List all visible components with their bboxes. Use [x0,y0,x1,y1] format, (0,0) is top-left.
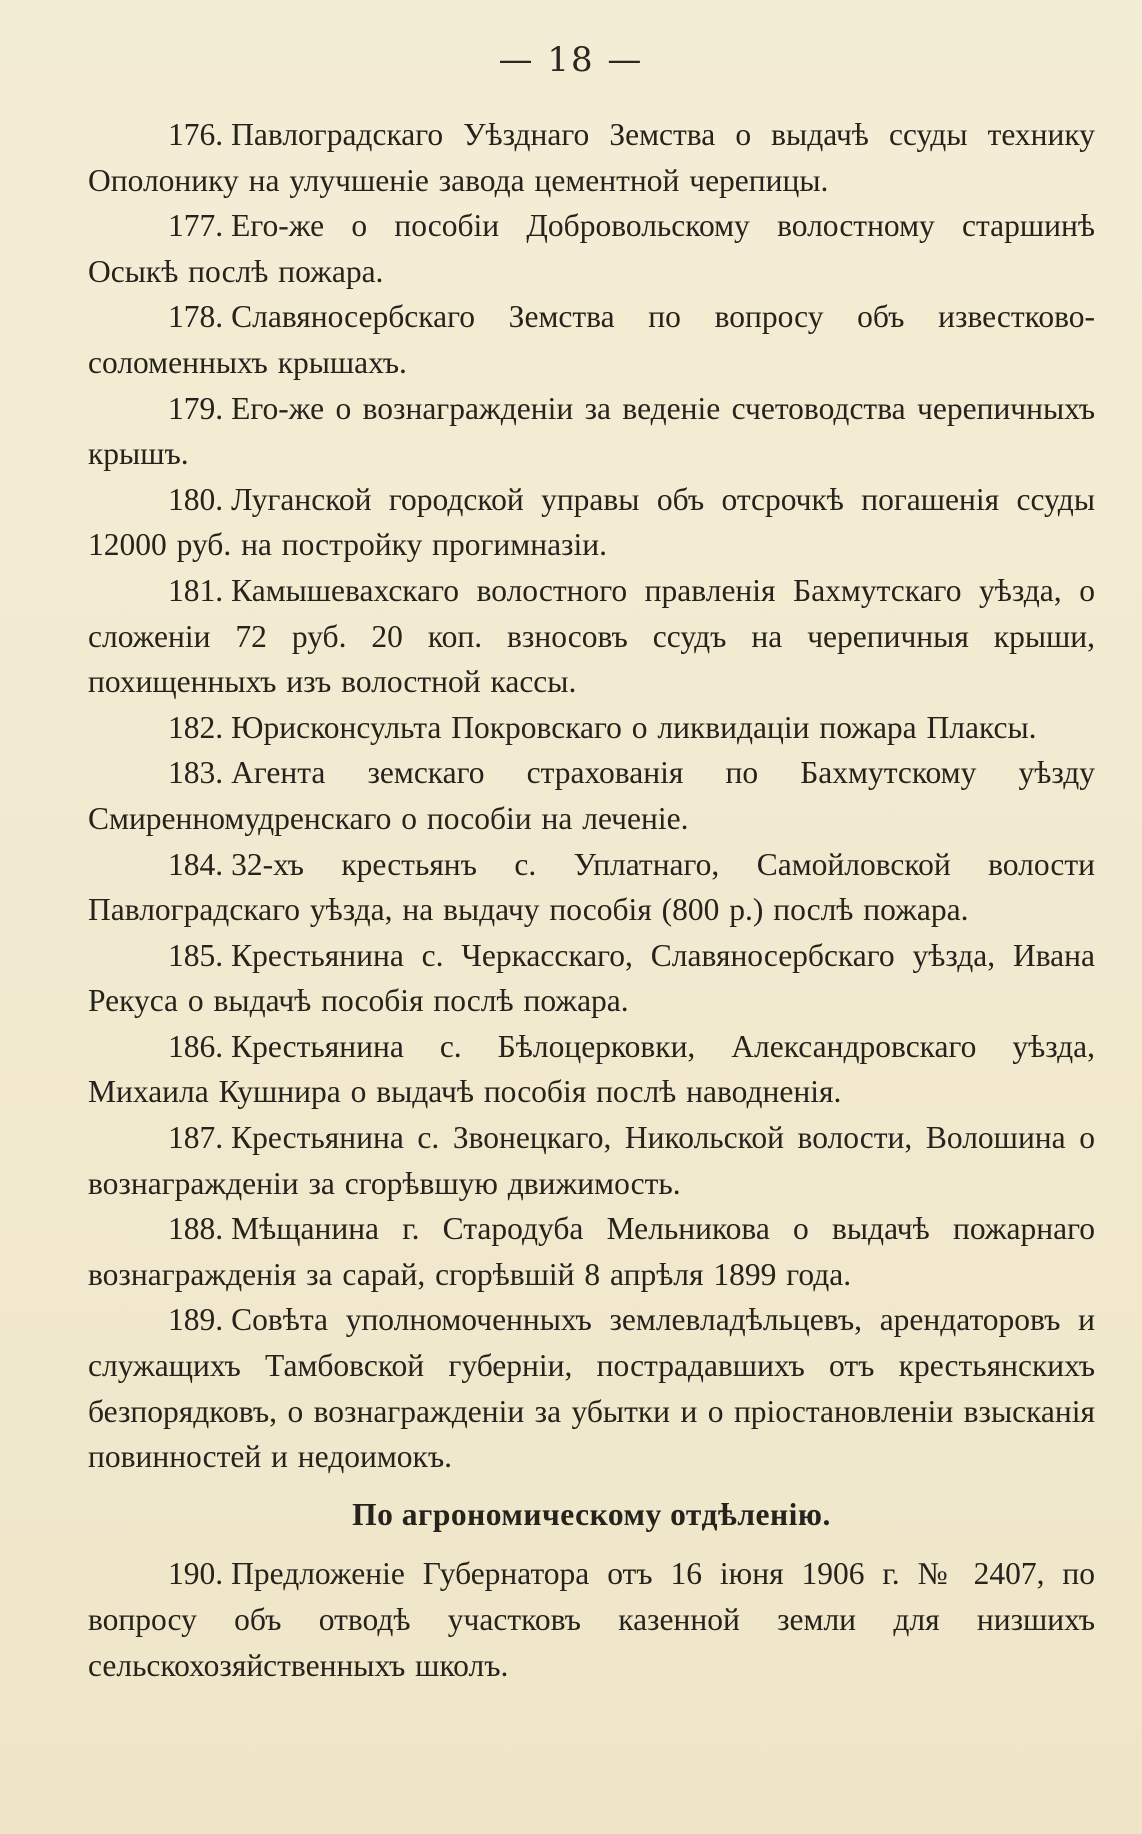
entry-text: Мѣщанина г. Стародуба Мельникова о выдачѣ пожарнаго вознагражденія за сарай, сгорѣвшій 8 апрѣля 1899 года. [88,1211,1095,1292]
entry-text: Крестьянина с. Звонецкаго, Никольской волости, Волошина о вознагражденіи за сгорѣвшую движимость. [88,1120,1095,1201]
list-item [88,1024,1095,1115]
entry-text: Предложеніе Губернатора отъ 16 іюня 1906 г. № 2407, по вопросу объ отводѣ участковъ казенной земли для низшихъ сельскохозяйственныхъ школъ. [88,1556,1095,1683]
page-content [88,112,1095,1688]
entry-number: 177. [168,208,224,244]
entry-text: Юрисконсульта Покровскаго о ликвидаціи пожара Плаксы. [231,709,1037,745]
list-item [88,477,1095,568]
page-number: — 18 — [498,40,644,80]
entry-number: 187. [168,1120,224,1156]
entry-number: 176. [168,117,224,152]
entry-text: 32-хъ крестьянъ с. Уплатнаго, Самойловской волости Павлоградскаго уѣзда, на выдачу пособія (800 р.) послѣ пожара. [88,846,1095,928]
list-item [88,750,1095,841]
entry-text: Славяносербскаго Земства по вопросу объ известково-соломенныхъ крышахъ. [88,299,1095,380]
list-item [88,294,1095,385]
entry-list [88,112,1095,1480]
entry-number: 188. [168,1211,224,1247]
entry-text: Павлоградскаго Уѣзднаго Земства о выдачѣ ссуды технику Ополонику на улучшеніе завода цементной черепицы. [88,117,1095,198]
list-item [88,203,1095,294]
entry-text: Луганской городской управы объ отсрочкѣ погашенія ссуды 12000 руб. на постройку прогимназіи. [88,481,1095,563]
entry-text: Крестьянина с. Черкасскаго, Славяносербскаго уѣзда, Ивана Рекуса о выдачѣ пособія послѣ пожара. [88,937,1095,1019]
entry-number: 186. [168,1028,224,1064]
entry-number: 190. [168,1556,224,1592]
list-item [88,1115,1095,1206]
section-heading: По агрономическому отдѣленію. [352,1496,831,1532]
section-entry-list [88,1551,1095,1688]
entry-text: Совѣта уполномоченныхъ землевладѣльцевъ, арендаторовъ и служащихъ Тамбовской губерніи, пострадавшихъ отъ крестьянскихъ безпорядковъ, о вознагражденіи за убытки и о пріостановленіи взысканія повинностей и недоимокъ. [88,1302,1095,1475]
entry-number: 178. [168,299,224,335]
list-item [88,1551,1095,1688]
list-item [88,705,1095,751]
list-item [88,112,1095,203]
list-item [88,1297,1095,1479]
list-item [88,1206,1095,1297]
entry-number: 185. [168,937,224,973]
entry-number: 182. [168,709,224,745]
entry-text: Камышевахскаго волостного правленія Бахмутскаго уѣзда, о сложеніи 72 руб. 20 коп. взносовъ ссудъ на черепичныя крыши, похищенныхъ изъ волостной кассы. [88,572,1095,700]
entry-text: Агента земскаго страхованія по Бахмутскому уѣзду Смиренномудренскаго о пособіи на леченіе. [88,755,1095,836]
entry-text: Его-же о вознагражденіи за веденіе счетоводства черепичныхъ крышъ. [88,390,1095,472]
entry-text: Крестьянина с. Бѣлоцерковки, Александровскаго уѣзда, Михаила Кушнира о выдачѣ пособія послѣ наводненія. [88,1028,1095,1110]
list-item [88,386,1095,477]
list-item [88,842,1095,933]
entry-number: 184. [168,846,224,882]
entry-text: Его-же о пособіи Добровольскому волостному старшинѣ Осыкѣ послѣ пожара. [88,208,1095,289]
list-item [88,933,1095,1024]
entry-number: 181. [168,572,224,608]
entry-number: 183. [168,755,224,791]
entry-number: 179. [168,390,224,426]
entry-number: 180. [168,481,224,517]
entry-number: 189. [168,1302,224,1338]
list-item [88,568,1095,705]
